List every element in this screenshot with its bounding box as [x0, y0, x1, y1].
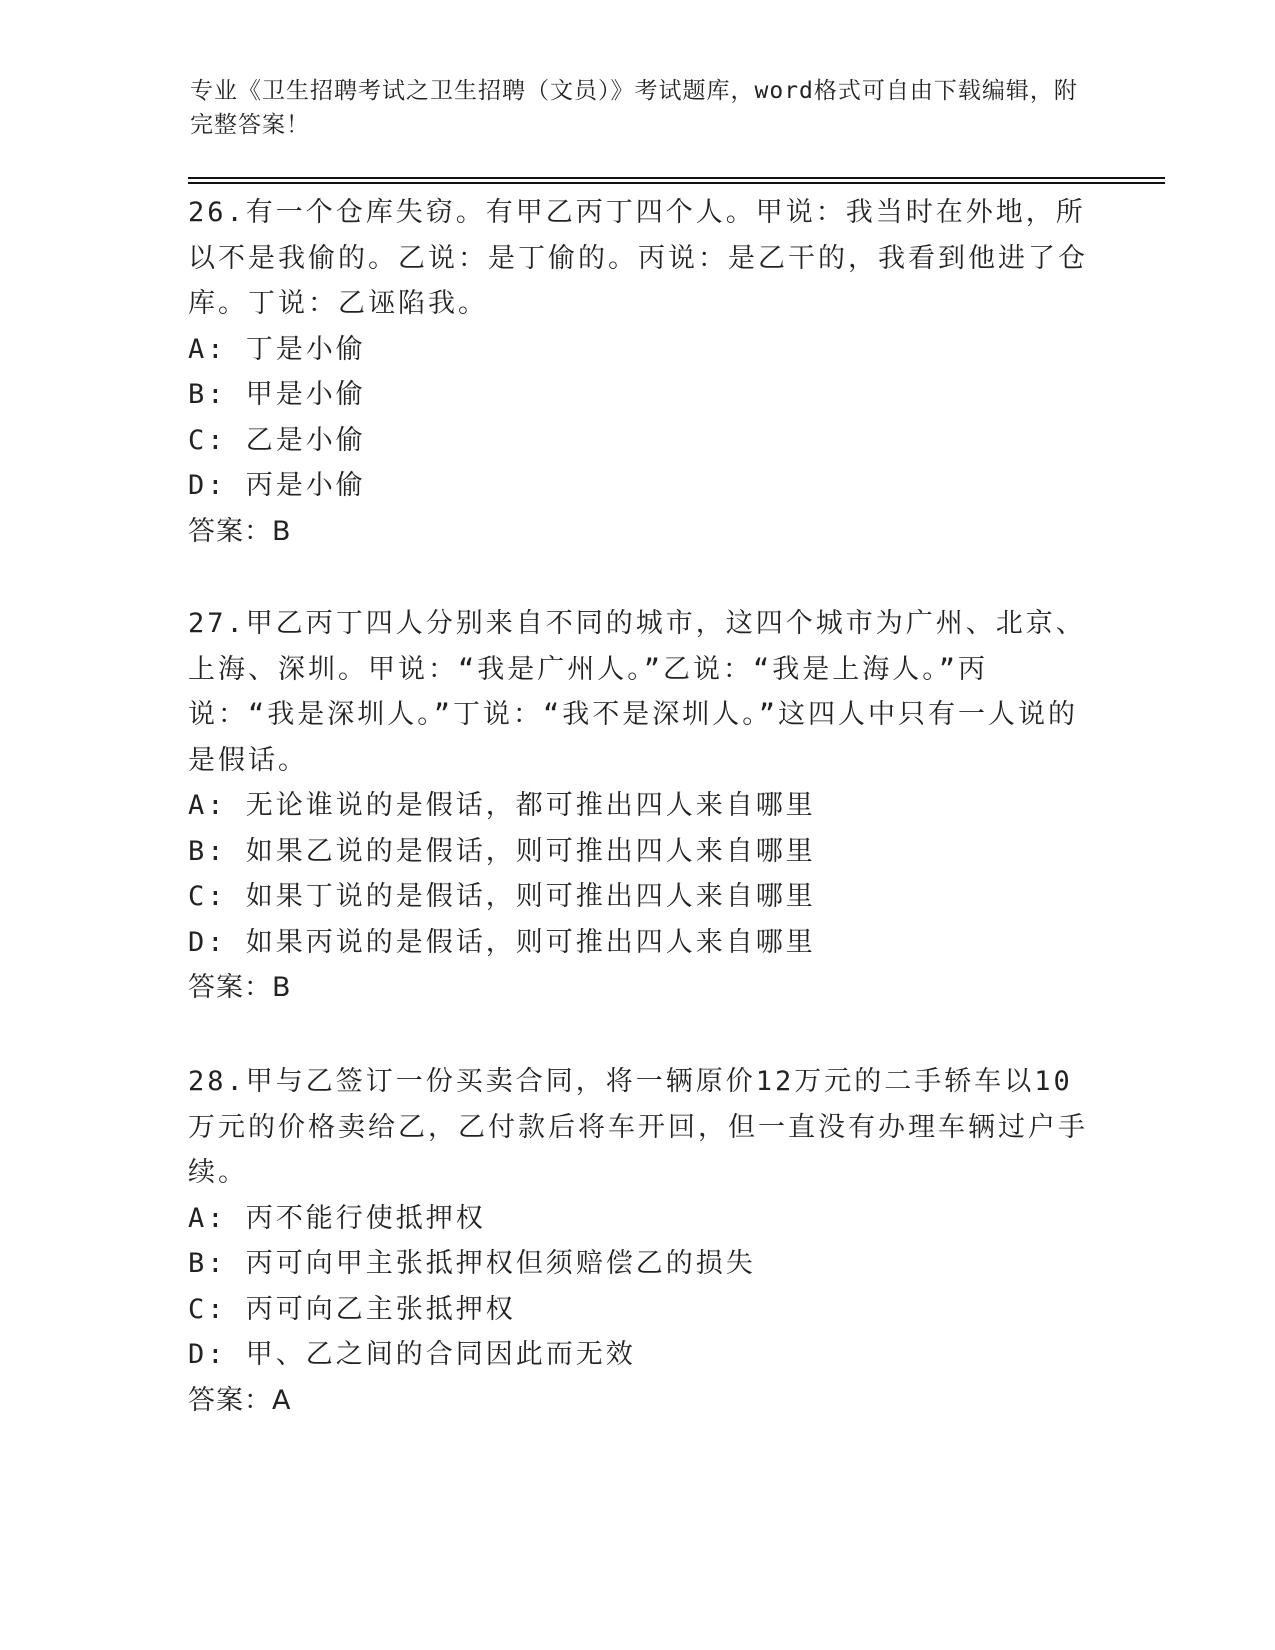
answer-line: 答案：B [188, 972, 292, 1003]
option-a: A: 丁是小偷 [188, 333, 366, 365]
answer-line: 答案：B [188, 515, 292, 547]
option-a: A: 无论谁说的是假话，都可推出四人来自哪里 [188, 790, 816, 821]
question-stem: 28.甲与乙签订一份买卖合同，将一辆原价12万元的二手轿车以10万元的价格卖给乙，乙付款后将车开回，但一直没有办理车辆过户手续。 [188, 1066, 1088, 1188]
option-b: B: 丙可向甲主张抵押权但须赔偿乙的损失 [188, 1248, 756, 1279]
option-d: D: 如果丙说的是假话，则可推出四人来自哪里 [188, 926, 816, 958]
option-b: B: 甲是小偷 [188, 379, 366, 410]
option-c: C: 丙可向乙主张抵押权 [188, 1293, 516, 1325]
question-27 [188, 601, 1093, 1011]
document-header: 专业《卫生招聘考试之卫生招聘（文员）》考试题库，word格式可自由下载编辑，附完整答案！ [190, 78, 1078, 138]
option-a: A: 丙不能行使抵押权 [188, 1202, 486, 1234]
question-stem: 26.有一个仓库失窃。有甲乙丙丁四个人。甲说：我当时在外地，所以不是我偷的。乙说：是丁偷的。丙说：是乙干的，我看到他进了仓库。丁说：乙诬陷我。 [188, 197, 1088, 319]
option-c: C: 如果丁说的是假话，则可推出四人来自哪里 [188, 881, 816, 912]
header-divider-top [188, 177, 1165, 179]
option-d: D: 甲、乙之间的合同因此而无效 [188, 1339, 636, 1370]
question-stem: 27.甲乙丙丁四人分别来自不同的城市，这四个城市为广州、北京、上海、深圳。甲说：“我是广州人。”乙说：“我是上海人。”丙说：“我是深圳人。”丁说：“我不是深圳人。”这四人中只有一人说的是假话。 [188, 608, 1086, 776]
option-d: D: 丙是小偷 [188, 470, 366, 501]
option-c: C: 乙是小偷 [188, 424, 366, 456]
question-26 [188, 190, 1093, 554]
answer-line: 答案：A [188, 1384, 292, 1416]
header-divider-bottom [188, 182, 1165, 184]
option-b: B: 如果乙说的是假话，则可推出四人来自哪里 [188, 835, 816, 867]
question-28 [188, 1059, 1093, 1423]
